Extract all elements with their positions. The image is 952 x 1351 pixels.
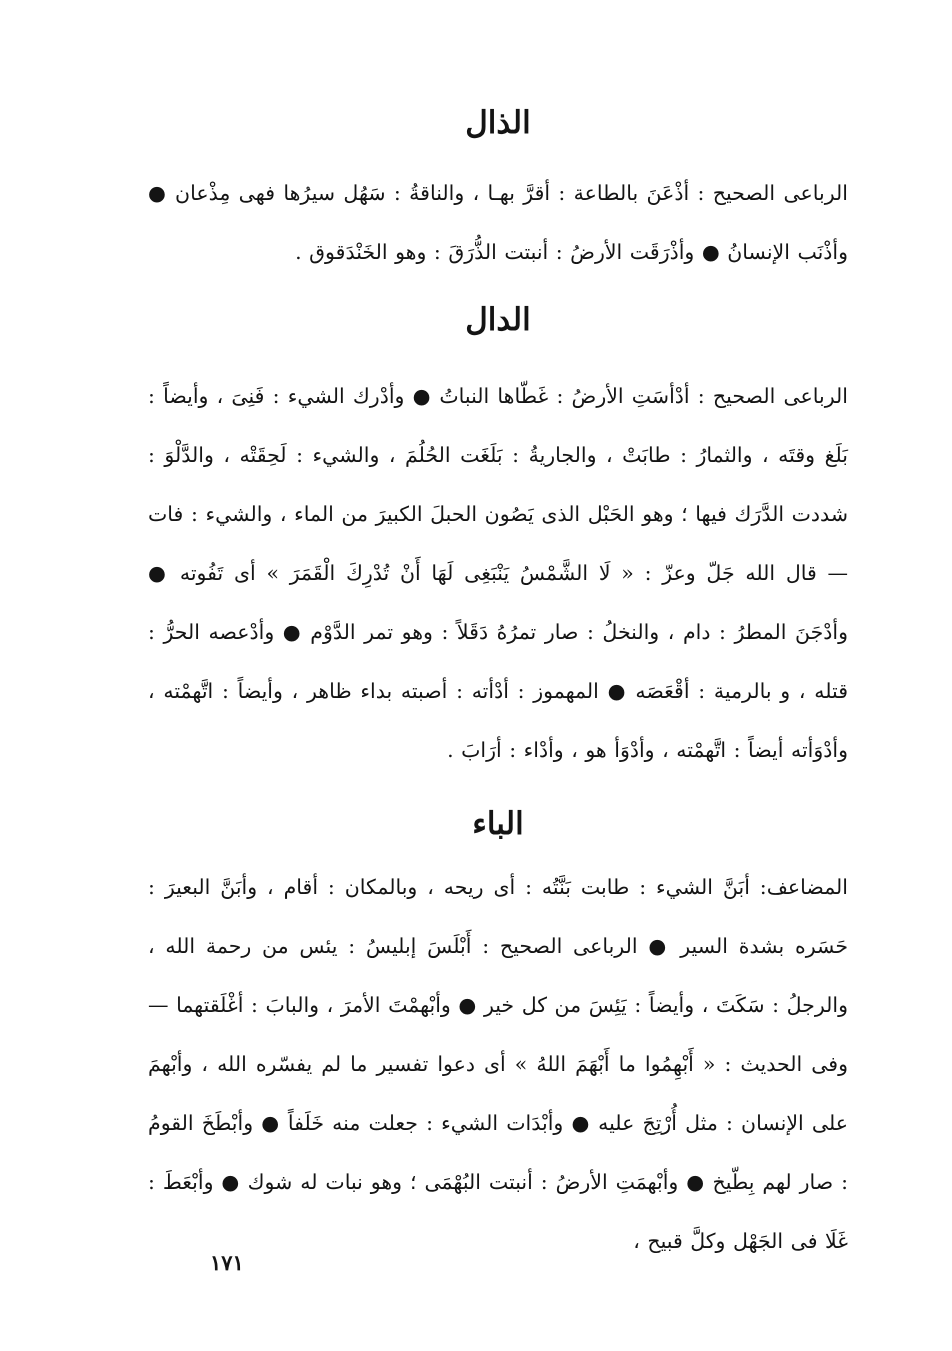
section-body-ba: المضاعف: أبَنَّ الشيء : طابت بَنَّتُه : أى ريحه ، وبالمكان : أقام ، وأبَنَّ البعيرَ : حَسَره بشدة السير ● الرباعى الصحيح : أَبْلَسَ إبليسُ : يئس من رحمة الله ، والرجلُ : سَكَتَ ، وأيضاً : يَئِسَ من كل خير ● وأبْهمْتَ الأمرَ ، والبابَ : أغْلَقتهما — وفى الحديث : « أَبْهِمُوا ما أَبْهَمَ اللهُ » أى دعوا تفسير ما لم يفسّره الله ، وأبْهمَ على الإنسان : مثل أُرْتِجَ عليه ● وأبْدَات الشيء : جعلت منه خَلَفاً ● وأبْطَخَ القومُ : صار لهم بِطّيخ ● وأبْهمَتِ الأرضُ : أنبتت البُهْمَى ؛ وهو نبات له شوك ● وأبْعَطَ : غَلَا فى الجَهْل وكلَّ قبيح ، bbox=[148, 874, 848, 1253]
section-body-dhal: الرباعى الصحيح : أذْعَنَ بالطاعة : أقرَّ بهـا ، والناقةُ : سَهُل سيرُها فهى مِذْعان ● وأذْنَب الإنسانُ ● وأذْرَقَت الأرضُ : أنبتت الذُّرَقَ : وهو الخَنْدَقوق . bbox=[148, 181, 848, 265]
section-title-dal: الدال bbox=[465, 302, 531, 339]
section-body-dal: الرباعى الصحيح : أدْأسَتِ الأرضُ : غَطّاها النباتُ ● وأدْرك الشيء : فَنِىَ ، وأيضاً : بَلَغ وقتَه ، والثمارُ : طابَتْ ، والجاريةُ : بَلَغَت الحُلُمَ ، والشيء : لَحِقَتْه ، والدَّلْوَ : شددت الدَّرَك فيها ؛ وهو الحَبْل الذى يَصُون الحبلَ الكبيرَ من الماء ، والشيء : فات — قال الله جَلّ وعزّ : « لَا الشَّمْسُ يَنْبَغِى لَهَا أَنْ تُدْرِكَ الْقَمَرَ » أى تَفُوته ● وأدْجَنَ المطرُ : دام ، والنخلُ : صار تمرُهُ دَقَلاً : وهو تمر الدَّوْم ● وأدْعصه الحرُّ : قتله ، و بالرمية : أقْعَصَه ● المهموز : أدْأته : أصبته بداء ظاهر ، وأيضاً : اتَّهمْته ، وأدْوَأته أيضاً : اتَّهمْته ، وأدْوَأ هو ، وأدْاء : أرَابَ . bbox=[148, 384, 848, 763]
section-title-dhal: الذال bbox=[465, 105, 531, 141]
section-title-ba: الباء bbox=[472, 806, 524, 843]
page-number: ١٧١ bbox=[210, 1250, 244, 1275]
dictionary-page bbox=[148, 95, 848, 1271]
